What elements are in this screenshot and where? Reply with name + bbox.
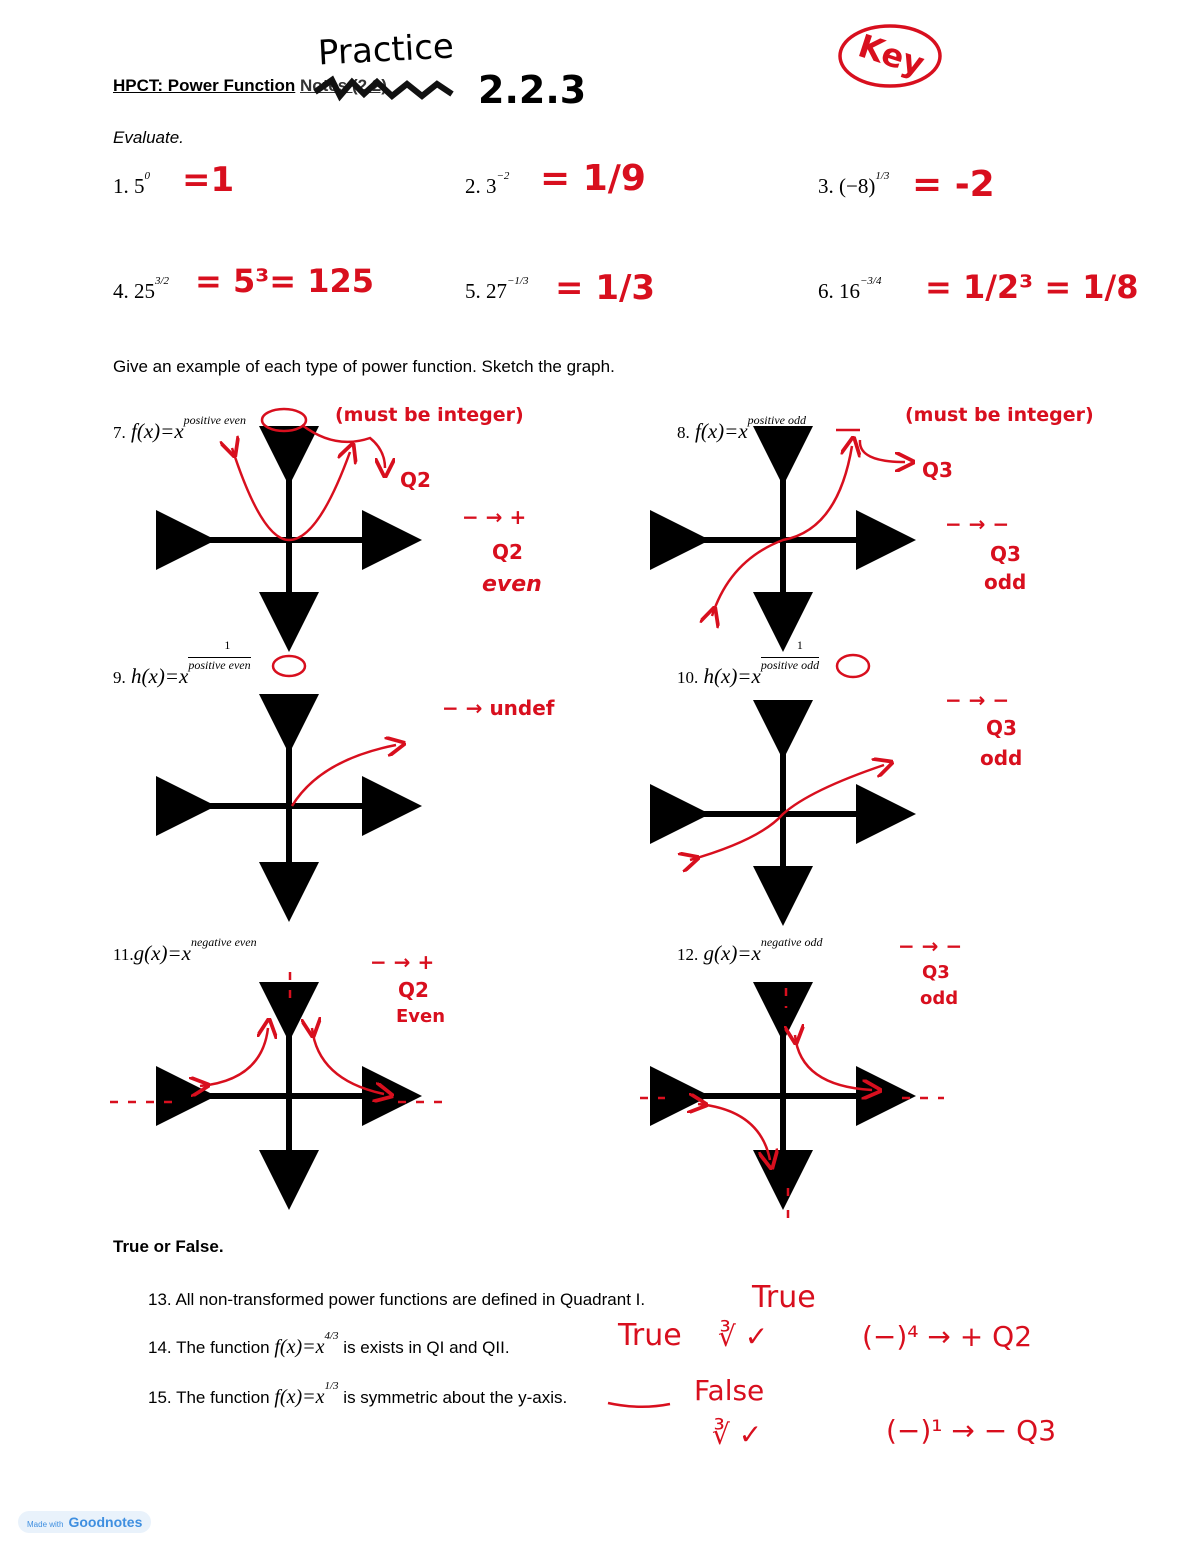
problem-4: 4. $25^{3/2}$ [113,275,170,303]
arrow-7 [302,425,385,468]
problem-1: 1. $5^0$ [113,170,150,198]
item-11-side-3: Even [396,1006,446,1027]
item-9-side-1: − → undef [442,696,555,720]
item-7-side-3: even [482,572,542,597]
axes-9 [186,724,392,892]
key-label: Key [853,26,930,84]
problem-5: 5. $27^{-1/3}$ [465,275,529,303]
power-heading: Give an example of each type of power function. Sketch the graph. [113,357,615,376]
circle-even-9 [273,656,305,676]
item-10-side-3: odd [980,746,1023,770]
answer-4: = 5³= 125 [195,262,374,300]
item-7-side-1: − → + [462,505,527,529]
answer-1: =1 [182,160,235,200]
tf-14-answer: True [618,1318,682,1353]
answer-5: = 1/3 [555,268,656,308]
item-12-side-2: Q3 [922,962,950,983]
tf-15-work-2: (−)¹ → − Q3 [886,1414,1057,1447]
item-10-side-1: − → − [945,688,1010,712]
answer-3: = -2 [912,164,995,205]
arrow-8 [860,440,905,462]
goodnotes-badge[interactable]: Made with Goodnotes [18,1511,151,1533]
hand-lesson-number: 2.2.3 [478,68,587,112]
curve-11b [312,1028,384,1094]
tf-15-work-1: ∛ ✓ [712,1418,763,1451]
item-8-side-1: − → − [945,512,1010,536]
item-7-side-2: Q2 [492,540,523,564]
item-10-side-2: Q3 [986,716,1017,740]
problem-2: 2. $3^{-2}$ [465,170,510,198]
item-11-function: $11.g(x)=x^{negative even}$ [113,935,257,965]
tf-13: 13. All non-transformed power functions are defined in Quadrant I. [148,1290,646,1309]
tf-14-work-2: (−)⁴ → + Q2 [862,1320,1033,1353]
item-7-note: (must be integer) [335,404,524,426]
item-8-arrow-note: Q3 [922,458,953,482]
curve-9 [292,745,396,806]
underline-y-axis [608,1403,670,1407]
item-11-side-2: Q2 [398,978,429,1002]
tf-15: 15. The function $f(x)=x^{1/3}$ is symmetric about the y-axis. [148,1380,568,1408]
item-8-note: (must be integer) [905,404,1094,426]
curve-12b [698,1104,770,1160]
evaluate-heading: Evaluate. [113,128,184,147]
item-11-side-1: − → + [370,950,435,974]
curve-11a [200,1028,268,1086]
answer-2: = 1/9 [540,158,646,199]
item-8-side-2: Q3 [990,542,1021,566]
item-12-function: 12. $g(x)=x^{negative odd}$ [677,935,823,965]
tf-14: 14. The function $f(x)=x^{4/3}$ is exists in QI and QII. [148,1330,510,1358]
item-8-side-3: odd [984,570,1027,594]
axes-11 [186,1012,392,1180]
circle-even-7 [262,409,306,431]
item-7-function: 7. $f(x)=x^{positive even}$ [113,413,246,443]
problem-6: 6. $16^{-3/4}$ [818,275,882,303]
circle-odd-10 [837,655,869,677]
item-10-function: 10. h(x)=x 1 $^{positive odd}$ [677,638,820,688]
axes-12 [680,1012,886,1180]
item-9-function: 9. h(x)=x 1 $^{positive even}$ [113,638,251,688]
problem-3: 3. $(-8)^{1/3}$ [818,170,890,198]
hand-title-practice: Practice [317,26,455,74]
curve-12a [795,1035,872,1090]
item-12-side-3: odd [920,988,959,1009]
tf-14-work-1: ∛ ✓ [718,1320,769,1353]
worksheet-title: HPCT: Power Function Notes (2.2) [113,76,387,95]
tf-13-answer: True [752,1280,816,1315]
true-false-heading: True or False. [113,1237,224,1256]
tf-15-answer: False [694,1374,765,1407]
answer-6: = 1/2³ = 1/8 [925,268,1139,306]
item-7-arrow-note: Q2 [400,468,431,492]
item-8-function: 8. $f(x)=x^{positive odd}$ [677,413,806,443]
scribbled-title-part: Notes (2.2) [300,76,387,95]
item-12-side-1: − → − [898,934,963,958]
